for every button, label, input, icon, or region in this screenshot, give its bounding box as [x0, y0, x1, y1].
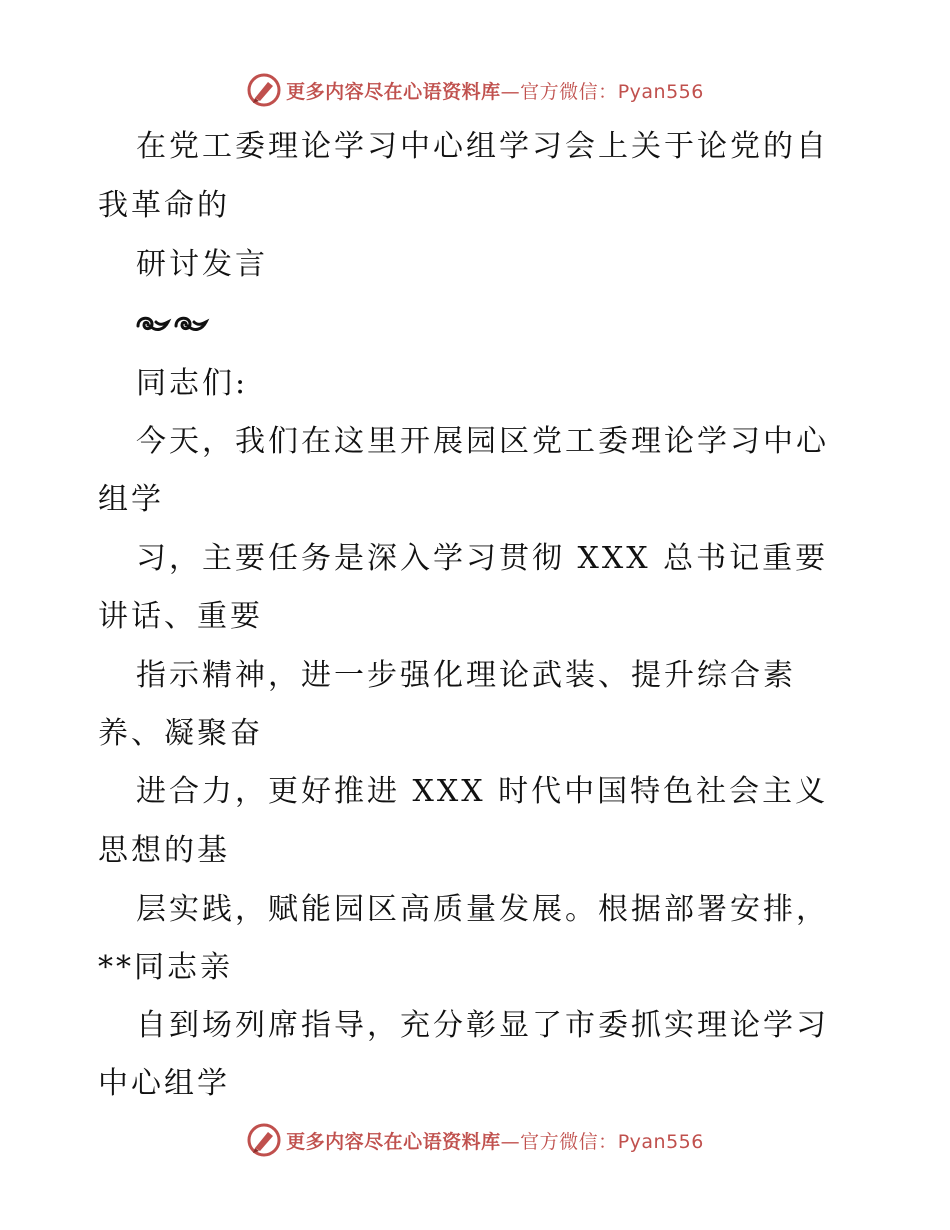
body-line-7: 进合力，更好推进 XXX 时代中国特色社会主义	[136, 774, 829, 809]
title-line-2: 我革命的	[98, 188, 230, 223]
watermark-main-text: 更多内容尽在心语资料库	[286, 80, 501, 103]
body-line-8: 思想的基	[98, 833, 230, 868]
salutation: 同志们:	[136, 366, 249, 401]
body-line-12: 中心组学	[98, 1066, 230, 1101]
body-line-10: **同志亲	[98, 950, 233, 985]
watermark-main-text: 更多内容尽在心语资料库	[286, 1130, 501, 1153]
watermark-wechat-id: Pyan556	[617, 80, 704, 103]
watermark-separator: —官方微信：	[500, 1130, 618, 1153]
body-line-11: 自到场列席指导，充分彰显了市委抓实理论学习	[136, 1008, 829, 1043]
body-line-2: 组学	[98, 482, 164, 517]
body-line-4: 讲话、重要	[98, 599, 263, 634]
double-swirl-ornament-icon	[134, 308, 214, 338]
pen-logo-icon	[246, 1122, 282, 1158]
body-line-9: 层实践，赋能园区高质量发展。根据部署安排，	[136, 892, 829, 927]
watermark-header	[0, 70, 950, 110]
watermark-separator: —官方微信：	[500, 80, 618, 103]
pen-logo-icon	[246, 72, 282, 108]
body-line-6: 养、凝聚奋	[98, 716, 263, 751]
title-line-3: 研讨发言	[136, 247, 268, 282]
title-line-1: 在党工委理论学习中心组学习会上关于论党的自	[136, 129, 829, 164]
body-line-3: 习，主要任务是深入学习贯彻 XXX 总书记重要	[136, 541, 829, 576]
body-line-5: 指示精神，进一步强化理论武装、提升综合素	[136, 658, 796, 693]
body-line-1: 今天，我们在这里开展园区党工委理论学习中心	[136, 424, 829, 459]
watermark-footer	[0, 1120, 950, 1160]
watermark-wechat-id: Pyan556	[617, 1130, 704, 1153]
